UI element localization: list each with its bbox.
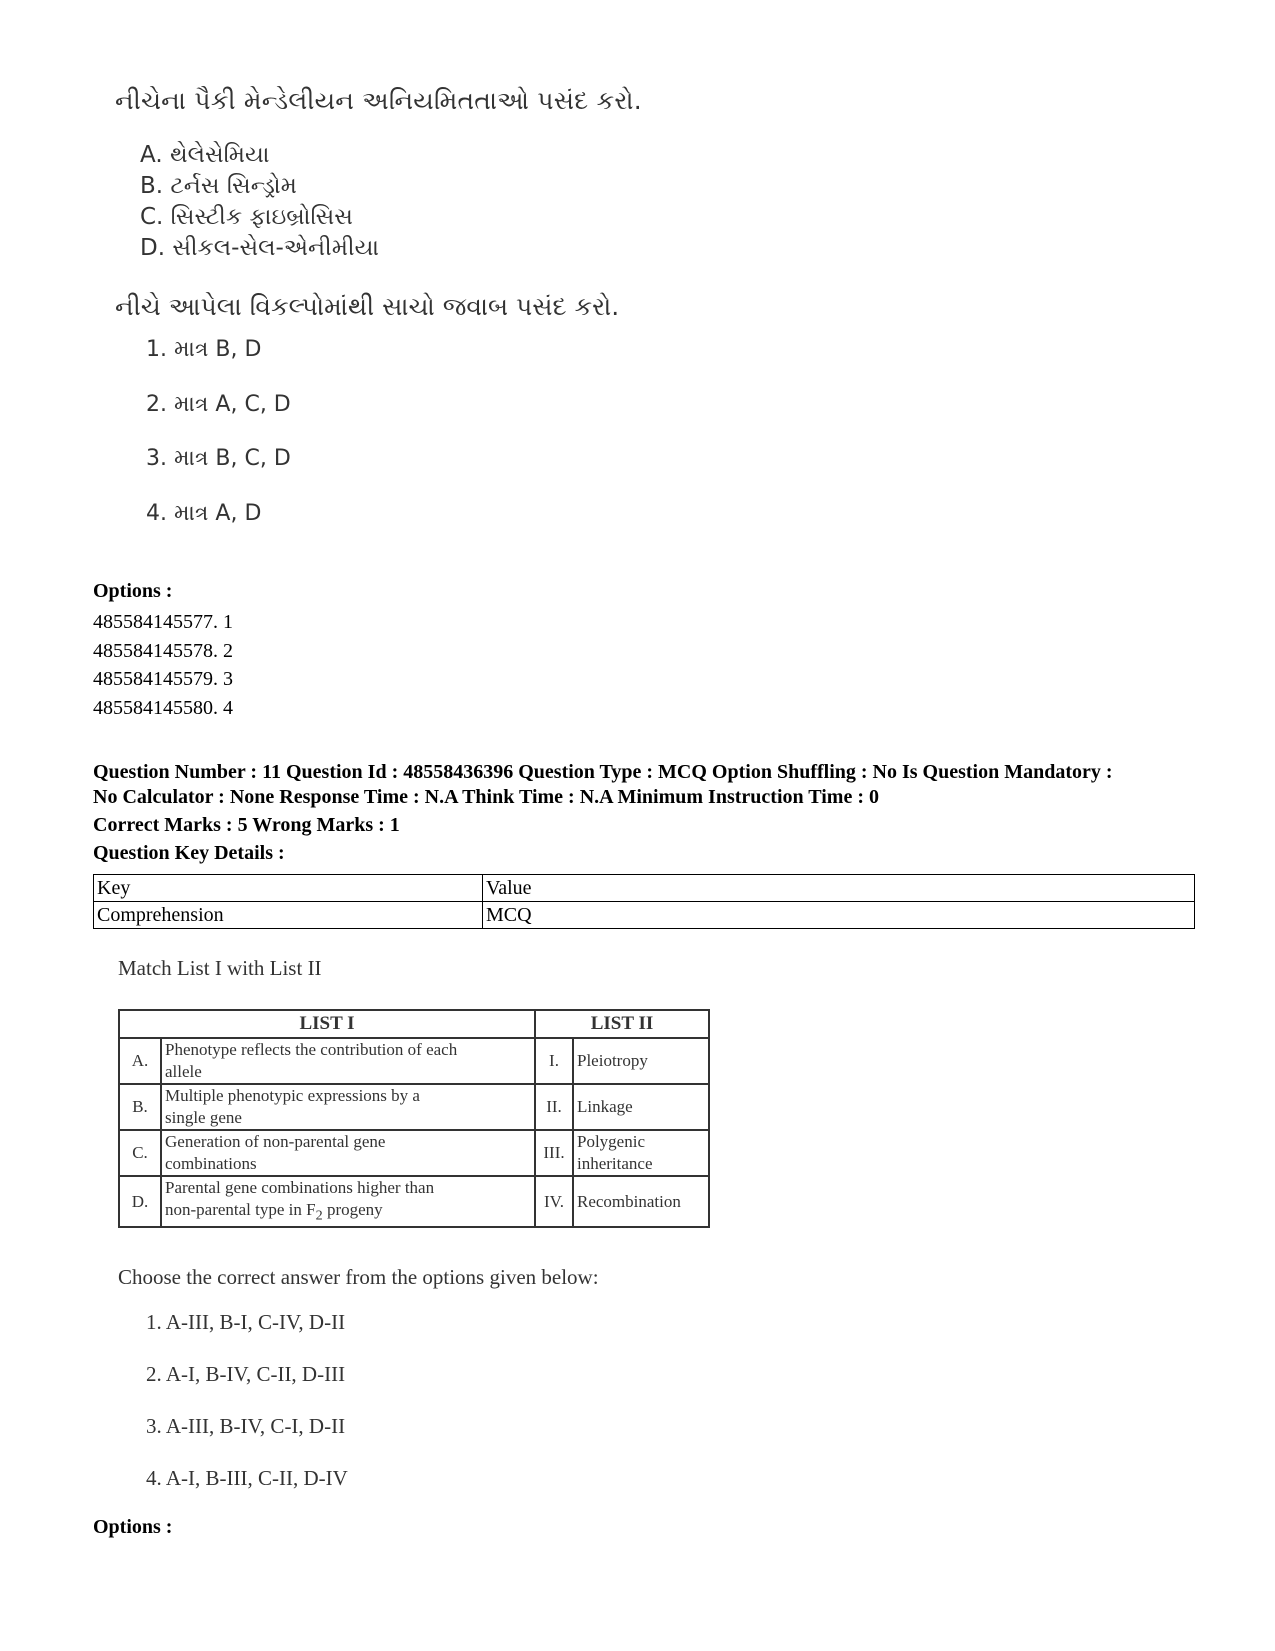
row-description [161, 1176, 535, 1227]
q10-item: B. ટર્નસ સિન્ડ્રોમ [140, 173, 297, 199]
table-row [119, 1130, 709, 1176]
description-text: non-parental type in F [165, 1200, 316, 1219]
table-row [119, 1010, 709, 1038]
option-item: 485584145579. 3 [93, 668, 233, 690]
q10-choice: 2. માત્ર A, C, D [146, 392, 291, 417]
row-roman: II. [535, 1084, 573, 1130]
q11-options-label: Options : [93, 1516, 173, 1538]
table-header-value: Value [483, 875, 1195, 902]
description-line: Generation of non-parental gene [165, 1132, 386, 1151]
option-item: 485584145580. 4 [93, 696, 233, 719]
q10-choice: 1. માત્ર B, D [146, 337, 262, 362]
table-header-key: Key [94, 875, 483, 902]
q11-marks: Correct Marks : 5 Wrong Marks : 1 [93, 814, 400, 836]
table-row [119, 1176, 709, 1227]
row-letter: B. [119, 1084, 161, 1130]
table-row [94, 902, 1195, 929]
list-ii-header: LIST II [535, 1010, 709, 1038]
description-line: allele [165, 1062, 202, 1081]
description-line: Phenotype reflects the contribution of each [165, 1040, 458, 1059]
row-term: Linkage [573, 1084, 709, 1130]
q11-key-details-label: Question Key Details : [93, 842, 285, 864]
row-roman: IV. [535, 1176, 573, 1227]
option-item: 485584145577. 1 [93, 611, 233, 633]
subscript: 2 [315, 1207, 323, 1224]
choose-instruction: Choose the correct answer from the options given below: [118, 1265, 599, 1289]
q11-meta-line: Question Number : 11 Question Id : 48558436396 Question Type : MCQ Option Shuffling : No Is Question Mandatory : [93, 761, 1113, 783]
description-line: Parental gene combinations higher than [165, 1178, 435, 1197]
row-term [573, 1130, 709, 1176]
table-cell: MCQ [483, 902, 1195, 929]
description-line: combinations [165, 1154, 257, 1173]
term-line: inheritance [577, 1154, 653, 1173]
match-heading: Match List I with List II [118, 956, 322, 980]
table-row [119, 1084, 709, 1130]
q11-meta-line: No Calculator : None Response Time : N.A Think Time : N.A Minimum Instruction Time : 0 [93, 786, 879, 808]
description-line: single gene [165, 1108, 242, 1127]
row-description [161, 1130, 535, 1176]
option-item: 485584145578. 2 [93, 639, 233, 662]
match-list-table [118, 1009, 710, 1228]
q10-item: D. સીકલ-સેલ-એનીમીયા [140, 235, 380, 261]
q10-option-list [93, 608, 233, 722]
key-details-table [93, 874, 1195, 929]
q10-prompt: નીચેના પૈકી મેન્ડેલીયન અનિયમિતતાઓ પસંદ કરો. [115, 86, 642, 115]
q10-item: C. સિસ્ટીક ફાઇબ્રોસિસ [140, 204, 353, 230]
term-line: Polygenic [577, 1132, 645, 1151]
row-description [161, 1084, 535, 1130]
row-term: Recombination [573, 1176, 709, 1227]
row-letter: A. [119, 1038, 161, 1084]
row-roman: III. [535, 1130, 573, 1176]
q10-instruction: નીચે આપેલા વિકલ્પોમાંથી સાચો જવાબ પસંદ કરો. [115, 292, 620, 321]
q11-meta [93, 760, 1203, 866]
q10-choice: 3. માત્ર B, C, D [146, 446, 291, 471]
description-line: Multiple phenotypic expressions by a [165, 1086, 420, 1105]
table-cell: Comprehension [94, 902, 483, 929]
q10-item-list [140, 140, 379, 264]
row-term: Pleiotropy [573, 1038, 709, 1084]
q11-choice: 3. A-III, B-IV, C-I, D-II [146, 1414, 346, 1438]
q11-choice: 1. A-III, B-I, C-IV, D-II [146, 1310, 346, 1334]
description-text: progeny [322, 1200, 383, 1219]
q10-options-label: Options : [93, 580, 173, 602]
list-i-header: LIST I [119, 1010, 535, 1038]
table-row [119, 1038, 709, 1084]
table-row [94, 875, 1195, 902]
q11-choice: 2. A-I, B-IV, C-II, D-III [146, 1362, 346, 1386]
row-description [161, 1038, 535, 1084]
q10-choice: 4. માત્ર A, D [146, 501, 262, 526]
row-letter: C. [119, 1130, 161, 1176]
row-roman: I. [535, 1038, 573, 1084]
q10-item: A. થેલેસેમિયા [140, 142, 270, 168]
row-letter: D. [119, 1176, 161, 1227]
description-line [165, 1199, 531, 1226]
q11-choice: 4. A-I, B-III, C-II, D-IV [146, 1466, 348, 1490]
